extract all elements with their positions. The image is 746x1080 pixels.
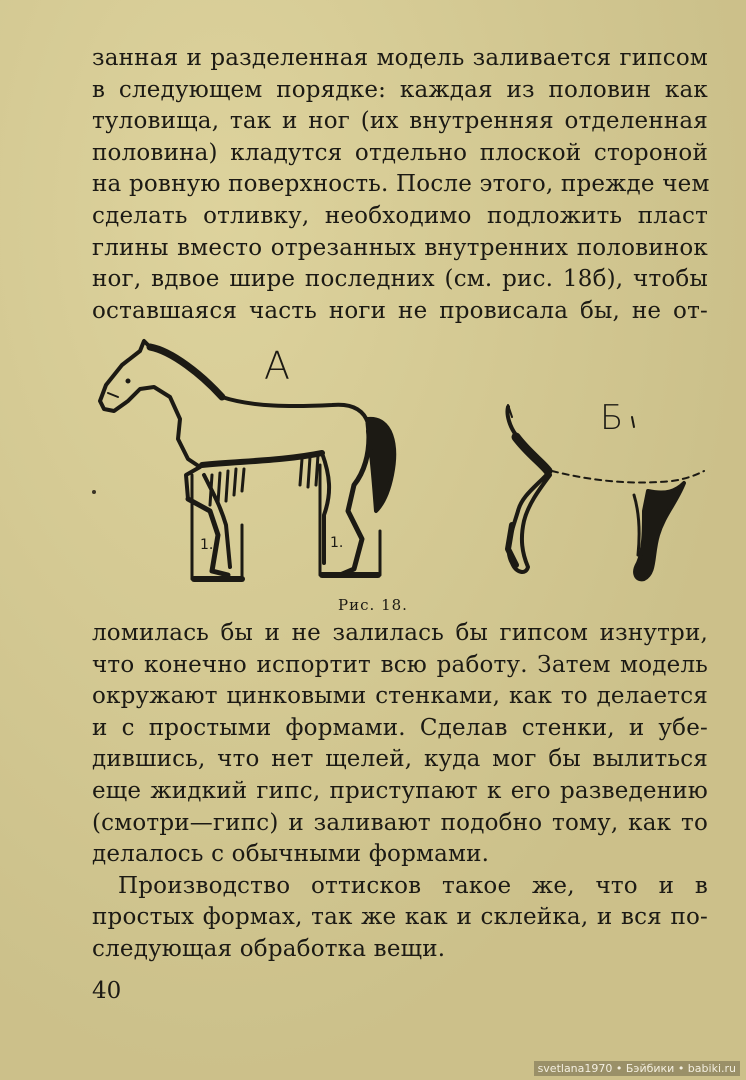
leg-mark-2: 1. xyxy=(330,535,344,551)
text-line: простых формах, так же как и склейка, и вся по- xyxy=(92,904,708,931)
text-line: ломилась бы и не залилась бы гипсом изнутри, xyxy=(92,620,708,646)
leg-mark-1: 1. xyxy=(200,537,214,553)
text-line: сделать отливку, необходимо подложить пласт xyxy=(92,202,708,229)
text-line: следующая обработка вещи. xyxy=(92,935,446,962)
text-line: туловища, так и ног (их внутренняя отделенная xyxy=(92,108,708,135)
text-line: еще жидкий гипс, приступают к его разведению xyxy=(92,777,708,804)
figure-label-b: Б xyxy=(600,398,624,438)
text-line: Производство оттисков такое же, что и в xyxy=(118,872,708,899)
text-line: (смотри—гипс) и заливают подобно тому, как то xyxy=(92,809,708,836)
text-line: в следующем порядке: каждая из половин как xyxy=(92,76,708,103)
top-paragraph xyxy=(92,43,708,327)
text-line: глины вместо отрезанных внутренних половинок xyxy=(92,234,708,261)
text-line: занная и разделенная модель заливается гипсом xyxy=(92,45,708,71)
text-line: дившись, что нет щелей, куда мог бы вылиться xyxy=(92,746,708,773)
text-line: окружают цинковыми стенками, как то делается xyxy=(92,683,708,710)
page-number: 40 xyxy=(92,978,122,1004)
figure-caption: Рис. 18. xyxy=(338,596,408,614)
bottom-paragraphs xyxy=(92,618,708,966)
text-line: половина) кладутся отдельно плоской стороной xyxy=(92,139,708,166)
text-line: на ровную поверхность. После этого, прежде чем xyxy=(92,171,710,198)
text-line: оставшаяся часть ноги не провисала бы, не от- xyxy=(92,297,708,324)
figure-label-a: А xyxy=(264,344,290,388)
paper-speck xyxy=(92,490,96,494)
watermark: svetlana1970 • Бэйбики • babiki.ru xyxy=(534,1061,740,1076)
text-line: что конечно испортит всю работу. Затем модель xyxy=(92,651,708,678)
horse-figure-a xyxy=(100,341,394,579)
figure-18-illustration xyxy=(92,335,722,595)
text-line: делалось с обычными формами. xyxy=(92,841,490,868)
text-line: и с простыми формами. Сделав стенки, и убе- xyxy=(92,714,708,741)
text-line: ног, вдвое шире последних (см. рис. 18б), чтобы xyxy=(92,266,708,293)
